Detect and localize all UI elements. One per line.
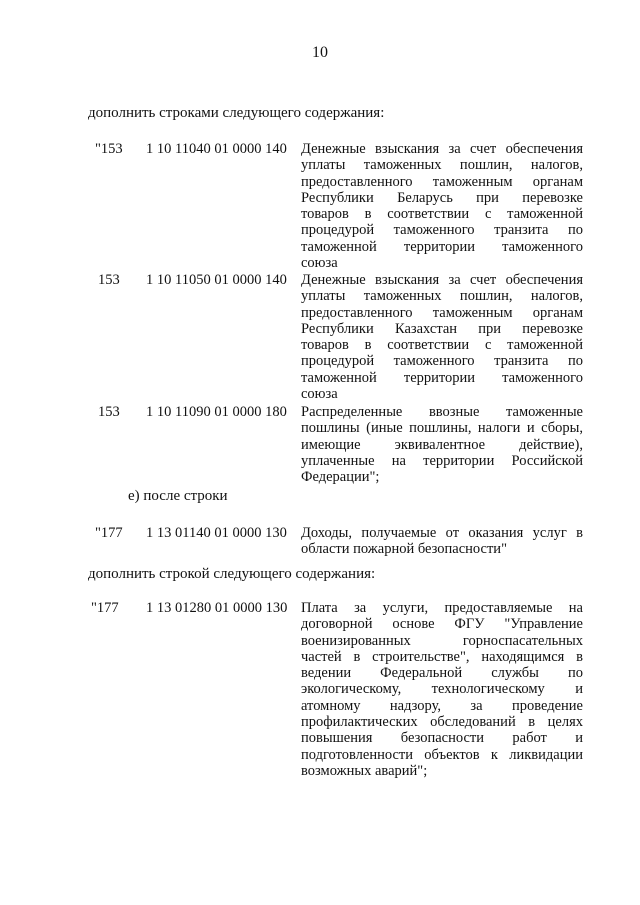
row-description [301, 272, 583, 402]
description-line: процедурой таможенного транзита по [301, 353, 583, 370]
description-line: имеющие эквивалентное действие), [301, 436, 583, 453]
description-line: Федерации"; [301, 469, 380, 486]
description-line: профилактических обследований в целях [301, 714, 583, 731]
description-line: предоставленного таможенным органам [301, 173, 583, 190]
budget-code: 1 10 11040 01 0000 140 [146, 141, 287, 157]
description-line: товаров в соответствии с таможенной [301, 206, 583, 223]
budget-code: 1 10 11050 01 0000 140 [146, 272, 287, 288]
description-line: повышения безопасности работ и [301, 730, 583, 747]
description-line: военизированных горноспасательных [301, 632, 583, 649]
description-line: таможенной территории таможенного [301, 369, 583, 386]
row-description [301, 600, 583, 779]
description-line: пошлины (иные пошлины, налоги и сборы, [301, 420, 583, 437]
description-line: уплаты таможенных пошлин, налогов, [301, 288, 583, 305]
budget-code: 1 13 01280 01 0000 130 [146, 600, 288, 616]
admin-code: "153 [95, 141, 123, 157]
description-line: уплаты таможенных пошлин, налогов, [301, 157, 583, 174]
description-line: частей в строительстве", находящимся в [301, 648, 583, 665]
description-line: Республики Беларусь при перевозке [301, 189, 583, 206]
description-line: товаров в соответствии с таможенной [301, 337, 583, 354]
intro-paragraph-2: дополнить строкой следующего содержания: [88, 566, 376, 582]
description-line: ведении Федеральной службы по [301, 665, 583, 682]
description-line: Распределенные ввозные таможенные [301, 404, 583, 420]
budget-code: 1 10 11090 01 0000 180 [146, 404, 287, 420]
intro-paragraph: дополнить строками следующего содержания: [88, 105, 385, 121]
description-line: области пожарной безопасности" [301, 541, 507, 558]
description-line: договорной основе ФГУ "Управление [301, 616, 583, 633]
description-line: Доходы, получаемые от оказания услуг в [301, 525, 583, 541]
description-line: Плата за услуги, предоставляемые на [301, 600, 583, 616]
description-line: процедурой таможенного транзита по [301, 222, 583, 239]
page-number: 10 [312, 44, 328, 61]
admin-code: "177 [91, 600, 119, 616]
description-line: Республики Казахстан при перевозке [301, 320, 583, 337]
description-line: предоставленного таможенным органам [301, 304, 583, 321]
row-description [301, 141, 583, 271]
admin-code: "177 [95, 525, 123, 541]
description-line: атомному надзору, за проведение [301, 697, 583, 714]
description-line: возможных аварий"; [301, 762, 428, 779]
admin-code: 153 [98, 404, 120, 420]
description-line: подготовленности объектов к ликвидации [301, 746, 583, 763]
description-line: союза [301, 386, 338, 403]
description-line: союза [301, 255, 338, 272]
description-line: уплаченные на территории Российской [301, 452, 583, 469]
item-e-paragraph: е) после строки [128, 488, 228, 504]
row-description [301, 404, 583, 485]
admin-code: 153 [98, 272, 120, 288]
budget-code: 1 13 01140 01 0000 130 [146, 525, 287, 541]
description-line: экологическому, технологическому и [301, 681, 583, 698]
row-description [301, 525, 583, 558]
description-line: Денежные взыскания за счет обеспечения [301, 272, 583, 288]
description-line: таможенной территории таможенного [301, 238, 583, 255]
description-line: Денежные взыскания за счет обеспечения [301, 141, 583, 157]
